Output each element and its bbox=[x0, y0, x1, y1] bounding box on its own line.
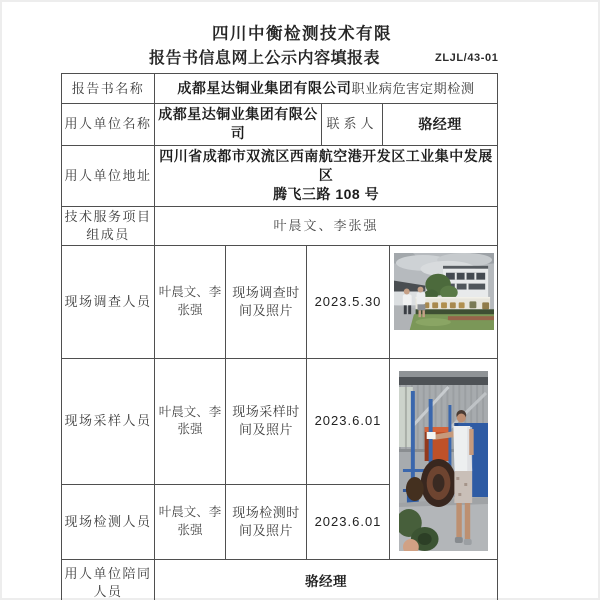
survey-time-label: 现场调查时间及照片 bbox=[226, 245, 307, 358]
testing-date: 2023.6.01 bbox=[307, 484, 390, 559]
factory-entrance-photo bbox=[394, 253, 494, 330]
testing-staff: 叶晨文、李张强 bbox=[155, 484, 226, 559]
report-name-label: 报告书名称 bbox=[62, 74, 155, 104]
contact-label: 联系人 bbox=[322, 104, 383, 146]
sampling-time-label: 现场采样时间及照片 bbox=[226, 358, 307, 484]
sampling-label: 现场采样人员 bbox=[62, 358, 155, 484]
row-site-sampling bbox=[62, 358, 498, 484]
row-report-name bbox=[62, 74, 498, 104]
sampling-date: 2023.6.01 bbox=[307, 358, 390, 484]
survey-photo-cell bbox=[390, 245, 498, 358]
contact-value: 骆经理 bbox=[383, 104, 498, 146]
survey-date: 2023.5.30 bbox=[307, 245, 390, 358]
escort-label: 用人单位陪同人员 bbox=[62, 559, 155, 600]
row-escort bbox=[62, 559, 498, 600]
row-site-survey bbox=[62, 245, 498, 358]
row-employer-address bbox=[62, 145, 498, 206]
report-info-table bbox=[61, 73, 498, 600]
employer-address-label: 用人单位地址 bbox=[62, 145, 155, 206]
employer-name-value: 成都星达铜业集团有限公司 bbox=[155, 104, 322, 146]
form-title: 报告书信息网上公示内容填报表 bbox=[149, 50, 381, 67]
survey-label: 现场调查人员 bbox=[62, 245, 155, 358]
form-code: ZLJL/43-01 bbox=[435, 52, 499, 64]
testing-label: 现场检测人员 bbox=[62, 484, 155, 559]
project-team-label: 技术服务项目组成员 bbox=[62, 206, 155, 245]
sampling-staff: 叶晨文、李张强 bbox=[155, 358, 226, 484]
survey-staff: 叶晨文、李张强 bbox=[155, 245, 226, 358]
row-project-team bbox=[62, 206, 498, 245]
employer-address-value: 四川省成都市双流区西南航空港开发区工业集中发展区 腾飞三路 108 号 bbox=[155, 145, 498, 206]
report-name-value: 成都星达铜业集团有限公司职业病危害定期检测 bbox=[155, 74, 498, 104]
testing-time-label: 现场检测时间及照片 bbox=[226, 484, 307, 559]
employer-name-label: 用人单位名称 bbox=[62, 104, 155, 146]
company-title: 四川中衡检测技术有限 bbox=[212, 25, 392, 43]
project-team-members: 叶晨文、李张强 bbox=[155, 206, 498, 245]
workshop-sampling-photo bbox=[399, 371, 488, 551]
escort-value: 骆经理 bbox=[155, 559, 498, 600]
row-employer-name bbox=[62, 104, 498, 146]
sampling-photo-cell bbox=[390, 358, 498, 559]
